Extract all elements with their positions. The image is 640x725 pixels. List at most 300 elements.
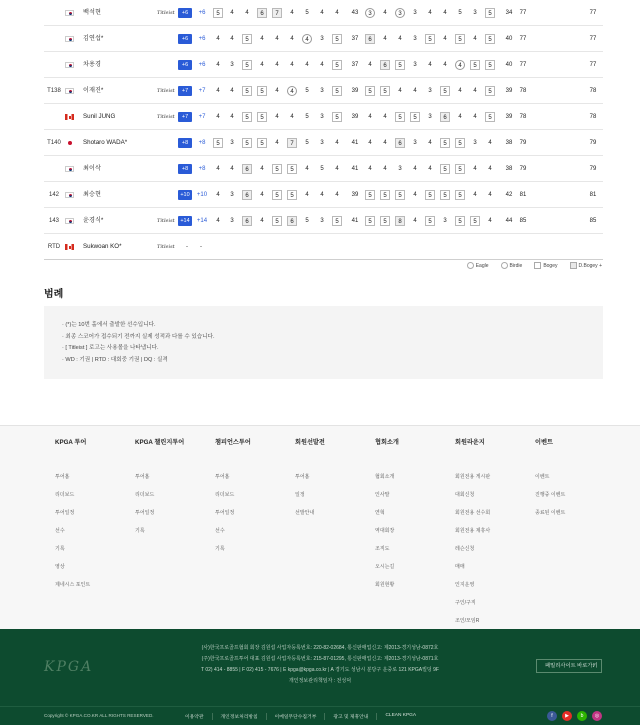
round-score: 79 (519, 140, 527, 146)
bottom-bar (0, 706, 640, 725)
footer-sitemap (0, 425, 640, 629)
total-to-par: +6 (198, 62, 206, 68)
hole-score: 4 (383, 36, 387, 42)
footer-column-title[interactable]: 챔피언스투어 (215, 439, 251, 446)
total-to-par: +6 (198, 36, 206, 42)
table-row[interactable] (44, 182, 603, 208)
hole-score: 4 (230, 114, 234, 120)
player-name[interactable]: 백석현 (83, 9, 101, 16)
hole-score: 3 (428, 114, 432, 120)
hole-score: 5 (455, 216, 465, 226)
footer-link[interactable]: 인사말 (375, 492, 390, 498)
hole-score: 4 (305, 62, 309, 68)
footer-link[interactable]: 투어홈 (215, 474, 230, 480)
to-par-badge: +8 (178, 138, 192, 148)
hole-score: 5 (305, 140, 309, 146)
hole-score: 5 (440, 190, 450, 200)
hole-score: 4 (275, 62, 279, 68)
out-total: 37 (351, 62, 359, 68)
hole-score: 4 (455, 60, 465, 70)
hole-score: 7 (272, 8, 282, 18)
footer-link[interactable]: 기록 (215, 546, 225, 552)
hole-score: 4 (305, 192, 309, 198)
note-item: · [ Titleist ] 로고는 사용볼을 나타냅니다. (62, 345, 159, 351)
hole-score: 4 (230, 88, 234, 94)
hole-score: 6 (242, 216, 252, 226)
hole-score: 4 (275, 36, 279, 42)
hole-score: 4 (290, 10, 294, 16)
out-total: 41 (351, 218, 359, 224)
table-row[interactable] (44, 156, 603, 182)
footer-link[interactable]: 종료된 이벤트 (535, 510, 566, 516)
hole-score: 4 (216, 218, 220, 224)
footer-column-title[interactable]: 이벤트 (535, 439, 553, 446)
total-to-par: +7 (198, 88, 206, 94)
footer-link[interactable]: 대회신청 (455, 492, 475, 498)
flag-icon (65, 192, 74, 198)
hole-score: 5 (485, 8, 495, 18)
footer-column (455, 437, 490, 630)
hole-score: 4 (335, 166, 339, 172)
clean-kpga-link[interactable]: CLEAN KPGA (376, 713, 424, 720)
hole-score: 5 (332, 34, 342, 44)
score-legend (467, 262, 602, 269)
terms-link[interactable]: 이용약관 (185, 715, 204, 720)
hole-score: 3 (428, 88, 432, 94)
hole-score: 5 (365, 216, 375, 226)
hole-score: 4 (260, 36, 264, 42)
hole-score: 4 (428, 140, 432, 146)
hole-score: 5 (332, 112, 342, 122)
hole-score: 5 (242, 60, 252, 70)
hole-score: 4 (260, 192, 264, 198)
hole-score: 5 (365, 86, 375, 96)
hole-score: 4 (443, 36, 447, 42)
hole-score: 4 (413, 218, 417, 224)
instagram-icon[interactable]: ◎ (592, 711, 602, 721)
footer-link[interactable]: 리더보드 (55, 492, 75, 498)
footer-link[interactable]: 투어홈 (295, 474, 310, 480)
hole-score: 4 (488, 192, 492, 198)
hole-score: 4 (488, 218, 492, 224)
hole-score: 5 (458, 10, 462, 16)
hole-score: 4 (216, 114, 220, 120)
player-name[interactable]: 차용경 (83, 61, 101, 68)
hole-score: 5 (305, 218, 309, 224)
company-info-line: 개인정보관리책임자 : 전성덕 (288, 678, 352, 684)
footer-link[interactable]: 레슨신청 (455, 546, 475, 552)
total-score: 85 (589, 218, 597, 224)
footer-column-title[interactable]: KPGA 투어 (55, 439, 87, 446)
total-score: 79 (589, 166, 597, 172)
table-row[interactable] (44, 208, 603, 234)
hole-score: 4 (368, 140, 372, 146)
hole-score: 4 (287, 86, 297, 96)
legend-eagle-label: Eagle (475, 262, 489, 269)
hole-score: 4 (413, 166, 417, 172)
hole-score: 5 (242, 138, 252, 148)
hole-score: 4 (383, 114, 387, 120)
birdie-icon (501, 262, 508, 269)
footer-link[interactable]: 투어일정 (55, 510, 75, 516)
hole-score: 5 (287, 190, 297, 200)
to-par-badge: +6 (178, 60, 192, 70)
hole-score: 5 (287, 164, 297, 174)
hole-score: 4 (320, 10, 324, 16)
hole-score: 4 (335, 10, 339, 16)
hole-score: 3 (413, 36, 417, 42)
in-total: 42 (505, 192, 513, 198)
hole-score: 8 (395, 216, 405, 226)
company-info-line: (주)한국프로골프투어 대표 김원섭 사업자등록번호: 215-87-01295, 통신판매업신고: 제2013-경기성남-0871호 (201, 656, 439, 662)
hole-score: 4 (428, 62, 432, 68)
hole-score: 5 (257, 112, 267, 122)
hole-score: 4 (473, 36, 477, 42)
footer-link[interactable]: 선수 (55, 528, 65, 534)
total-score: 77 (589, 62, 597, 68)
hole-score: 3 (413, 10, 417, 16)
player-name[interactable]: 윤경식* (83, 217, 104, 224)
hole-score: 4 (335, 140, 339, 146)
hole-score: 5 (455, 34, 465, 44)
round-score: 78 (519, 88, 527, 94)
hole-score: 4 (443, 62, 447, 68)
bogey-icon (534, 262, 541, 269)
flag-icon (65, 10, 74, 16)
footer-link[interactable]: 투어일정 (215, 510, 235, 516)
hole-score: 5 (380, 86, 390, 96)
legend-dbogey-label: D.Bogey + (578, 262, 602, 269)
hole-score: 6 (287, 216, 297, 226)
hole-score: 6 (380, 60, 390, 70)
total-to-par: +10 (196, 192, 208, 198)
table-row[interactable] (44, 130, 603, 156)
copyright: Copyright © KPGA.CO.KR ALL RIGHTS RESERVED. (44, 713, 154, 718)
note-item: · WD : 기권 | RTD : 대회중 기권 | DQ : 실격 (62, 356, 168, 363)
hole-score: 3 (413, 62, 417, 68)
rank-cell: 142 (48, 192, 59, 198)
footer-link[interactable]: 투어홈 (55, 474, 70, 480)
hole-score: 5 (425, 216, 435, 226)
footer-column (535, 437, 565, 522)
hole-score: 3 (230, 192, 234, 198)
to-par-badge: +7 (178, 112, 192, 122)
hole-score: 4 (443, 10, 447, 16)
total-score: 78 (589, 88, 597, 94)
ad-partnership-link[interactable]: 광고 및 제휴안내 (324, 713, 376, 720)
footer-link[interactable]: 제네시스 포인트 (55, 582, 91, 588)
hole-score: 4 (290, 36, 294, 42)
out-total: 39 (351, 192, 359, 198)
legend-birdie-label: Birdie (509, 262, 523, 269)
footer-column-title[interactable]: 회원라운지 (455, 439, 485, 446)
hole-score: 3 (320, 218, 324, 224)
flag-icon (65, 140, 74, 146)
hole-score: 3 (398, 166, 402, 172)
footer-link[interactable]: 투어홈 (135, 474, 150, 480)
table-row[interactable] (44, 26, 603, 52)
hole-score: 4 (305, 166, 309, 172)
hole-score: 4 (290, 62, 294, 68)
rank-cell: RTD (47, 244, 61, 250)
flag-icon (65, 114, 74, 120)
hole-score: 4 (398, 36, 402, 42)
hole-score: 5 (365, 190, 375, 200)
hole-score: 5 (305, 10, 309, 16)
hole-score: 5 (425, 34, 435, 44)
hole-score: 5 (470, 216, 480, 226)
hole-score: 4 (216, 166, 220, 172)
hole-score: 5 (395, 190, 405, 200)
ball-brand-logo: Titleist (157, 244, 175, 250)
hole-score: 4 (230, 36, 234, 42)
hole-score: 5 (272, 216, 282, 226)
to-par-badge: +6 (178, 8, 192, 18)
footer-link[interactable]: 리더보드 (215, 492, 235, 498)
company-info-line: T 02) 414 - 8855 | F 02) 415 - 7676 | E kpga@kpga.co.kr | A 경기도 성남시 분당구 운중로 121 KPGA빌딩 9F (201, 667, 439, 673)
flag-icon (65, 244, 74, 250)
in-total: 40 (505, 36, 513, 42)
player-name[interactable]: Shotaro WADA* (83, 139, 128, 146)
total-score: 81 (589, 192, 597, 198)
footer-link[interactable]: 협회소개 (375, 474, 395, 480)
player-name[interactable]: 김연섭* (83, 35, 104, 42)
round-score: 78 (519, 114, 527, 120)
hole-score: 3 (413, 140, 417, 146)
hole-score: 6 (365, 34, 375, 44)
in-total: 38 (505, 140, 513, 146)
legend-eagle (467, 262, 489, 269)
legend-bogey (534, 262, 557, 269)
round-score: 79 (519, 166, 527, 172)
footer-link[interactable]: 선발안내 (295, 510, 315, 516)
hole-score: 4 (458, 88, 462, 94)
hole-score: 4 (230, 10, 234, 16)
hole-score: 5 (380, 216, 390, 226)
footer-link[interactable]: 기록 (55, 546, 65, 552)
hole-score: 5 (305, 88, 309, 94)
hole-score: 4 (216, 192, 220, 198)
out-total: 43 (351, 10, 359, 16)
hole-score: 5 (395, 60, 405, 70)
footer-column-title[interactable]: 회원선발전 (295, 439, 325, 446)
to-par-badge: +7 (178, 86, 192, 96)
hole-score: 5 (485, 34, 495, 44)
hole-score: 5 (242, 86, 252, 96)
youtube-icon[interactable]: ▶ (562, 711, 572, 721)
rank-cell: 143 (48, 218, 59, 224)
hole-score: 4 (275, 88, 279, 94)
hole-score: 5 (395, 112, 405, 122)
out-total: 41 (351, 140, 359, 146)
footer-column-title[interactable]: 협회소개 (375, 439, 399, 446)
footer-link[interactable]: 회원전용 선수회 (455, 510, 491, 516)
footer-link[interactable]: 회원전용 게시판 (455, 474, 491, 480)
table-row[interactable] (44, 0, 603, 26)
hole-score: 3 (230, 140, 234, 146)
flag-icon (65, 62, 74, 68)
out-total: 37 (351, 36, 359, 42)
company-info-line: (사)한국프로골프협회 회장 김원섭 사업자등록번호: 220-82-02684, 통신판매업신고: 제2013-경기성남-0872호 (201, 645, 439, 651)
hole-score: 5 (242, 34, 252, 44)
footer-link[interactable]: 선수 (215, 528, 225, 534)
rank-cell: T138 (47, 88, 61, 94)
footer-link[interactable]: 연혁 (375, 510, 385, 516)
table-row[interactable] (44, 234, 603, 260)
footer-column-title[interactable]: KPGA 챌린지투어 (135, 439, 185, 446)
footer-column (295, 437, 325, 522)
hole-score: 4 (260, 62, 264, 68)
hole-score: 4 (473, 166, 477, 172)
hole-score: 6 (440, 112, 450, 122)
double-bogey-icon (570, 262, 577, 269)
hole-score: 5 (272, 190, 282, 200)
table-row[interactable] (44, 52, 603, 78)
social-links (547, 711, 602, 721)
hole-score: 6 (242, 190, 252, 200)
round-score: 85 (519, 218, 527, 224)
table-row[interactable] (44, 104, 603, 130)
hole-score: 3 (320, 114, 324, 120)
hole-score: 5 (332, 60, 342, 70)
in-total: 34 (505, 10, 513, 16)
footer-link[interactable]: 영상 (55, 564, 65, 570)
footer-link[interactable]: 매매 (455, 564, 465, 570)
policy-links (177, 713, 424, 720)
hole-score: 3 (443, 218, 447, 224)
footer-link[interactable]: 조인/모임R (455, 618, 480, 624)
player-name[interactable]: 최승현 (83, 191, 101, 198)
player-name[interactable]: Sunil JUNG (83, 113, 116, 120)
footer-link[interactable]: 오시는길 (375, 564, 395, 570)
hole-score: 4 (216, 88, 220, 94)
kpga-logo[interactable]: KPGA (44, 659, 94, 675)
company-info (160, 643, 480, 687)
hole-score: 3 (230, 218, 234, 224)
hole-score: 5 (485, 86, 495, 96)
player-name[interactable]: 이재진* (83, 87, 104, 94)
legend-birdie (501, 262, 523, 269)
facebook-icon[interactable]: f (547, 711, 557, 721)
hole-score: 4 (428, 10, 432, 16)
to-par-badge: +10 (178, 190, 192, 200)
footer-link[interactable]: 일정 (295, 492, 305, 498)
empty-value: - (186, 244, 188, 250)
eagle-icon (467, 262, 474, 269)
footer-link[interactable]: 조직도 (375, 546, 390, 552)
flag-icon (65, 218, 74, 224)
hole-score: 5 (425, 190, 435, 200)
hole-score: 4 (383, 166, 387, 172)
hole-score: 3 (320, 36, 324, 42)
notes-box (44, 306, 603, 379)
flag-icon (65, 88, 74, 94)
footer-link[interactable]: 역대회장 (375, 528, 395, 534)
privacy-link[interactable]: 개인정보처리방침 (212, 713, 266, 720)
ball-brand-logo: Titleist (157, 10, 175, 16)
footer-link[interactable]: 구인/구직 (455, 600, 476, 606)
hole-score: 4 (383, 10, 387, 16)
total-score: 77 (589, 36, 597, 42)
to-par-badge: +8 (178, 164, 192, 174)
hole-score: 4 (413, 88, 417, 94)
hole-score: 4 (428, 166, 432, 172)
round-score: 77 (519, 36, 527, 42)
hole-score: 5 (272, 164, 282, 174)
total-to-par: +7 (198, 114, 206, 120)
hole-score: 5 (440, 138, 450, 148)
footer-link[interactable]: 리더보드 (135, 492, 155, 498)
to-par-badge: +6 (178, 34, 192, 44)
footer-link[interactable]: 회원전용 제휴사 (455, 528, 491, 534)
hole-score: 3 (230, 62, 234, 68)
hole-score: 5 (242, 112, 252, 122)
player-name[interactable]: Sukwoan KO* (83, 243, 122, 250)
hole-score: 5 (455, 190, 465, 200)
total-to-par: +8 (198, 166, 206, 172)
leaderboard (44, 0, 603, 260)
hole-score: 4 (275, 114, 279, 120)
hole-score: 4 (216, 36, 220, 42)
hole-score: 3 (320, 140, 324, 146)
footer-link[interactable]: 투어일정 (135, 510, 155, 516)
table-row[interactable] (44, 78, 603, 104)
footer-link[interactable]: 이벤트 (535, 474, 550, 480)
total-score: 79 (589, 140, 597, 146)
family-site-select[interactable]: 패밀리사이트 바로가기 ↕ (536, 659, 602, 673)
round-score: 77 (519, 10, 527, 16)
hole-score: 4 (368, 166, 372, 172)
hole-score: 5 (320, 166, 324, 172)
total-to-par: +14 (196, 218, 208, 224)
hole-score: 5 (332, 216, 342, 226)
footer-link[interactable]: 회원현황 (375, 582, 395, 588)
hole-score: 5 (410, 112, 420, 122)
hole-score: 3 (395, 8, 405, 18)
legend-section-title: 범례 (44, 289, 64, 300)
hole-score: 5 (440, 164, 450, 174)
footer-link[interactable]: 진행중 이벤트 (535, 492, 566, 498)
player-name[interactable]: 최이삭 (83, 165, 101, 172)
hole-score: 4 (275, 140, 279, 146)
footer-link[interactable]: 기록 (135, 528, 145, 534)
hole-score: 4 (398, 88, 402, 94)
hole-score: 5 (455, 164, 465, 174)
hole-score: 5 (380, 190, 390, 200)
total-score: 77 (589, 10, 597, 16)
hole-score: 4 (320, 62, 324, 68)
footer-column (215, 437, 251, 558)
hole-score: 4 (335, 192, 339, 198)
ball-brand-logo: Titleist (157, 88, 175, 94)
rank-cell (44, 104, 64, 130)
footer-link[interactable]: 인지운영 (455, 582, 475, 588)
hole-score: 4 (230, 166, 234, 172)
hole-score: 3 (473, 10, 477, 16)
rank-cell (44, 0, 64, 26)
hole-score: 5 (485, 112, 495, 122)
empty-value: - (200, 244, 202, 250)
footer-column (55, 437, 90, 594)
hole-score: 3 (473, 140, 477, 146)
hole-score: 4 (260, 218, 264, 224)
rank-cell: T140 (47, 140, 61, 146)
hole-score: 4 (473, 88, 477, 94)
hole-score: 3 (320, 88, 324, 94)
email-policy-link[interactable]: 이메일무단수집거부 (266, 713, 325, 720)
blog-icon[interactable]: b (577, 711, 587, 721)
in-total: 44 (505, 218, 513, 224)
